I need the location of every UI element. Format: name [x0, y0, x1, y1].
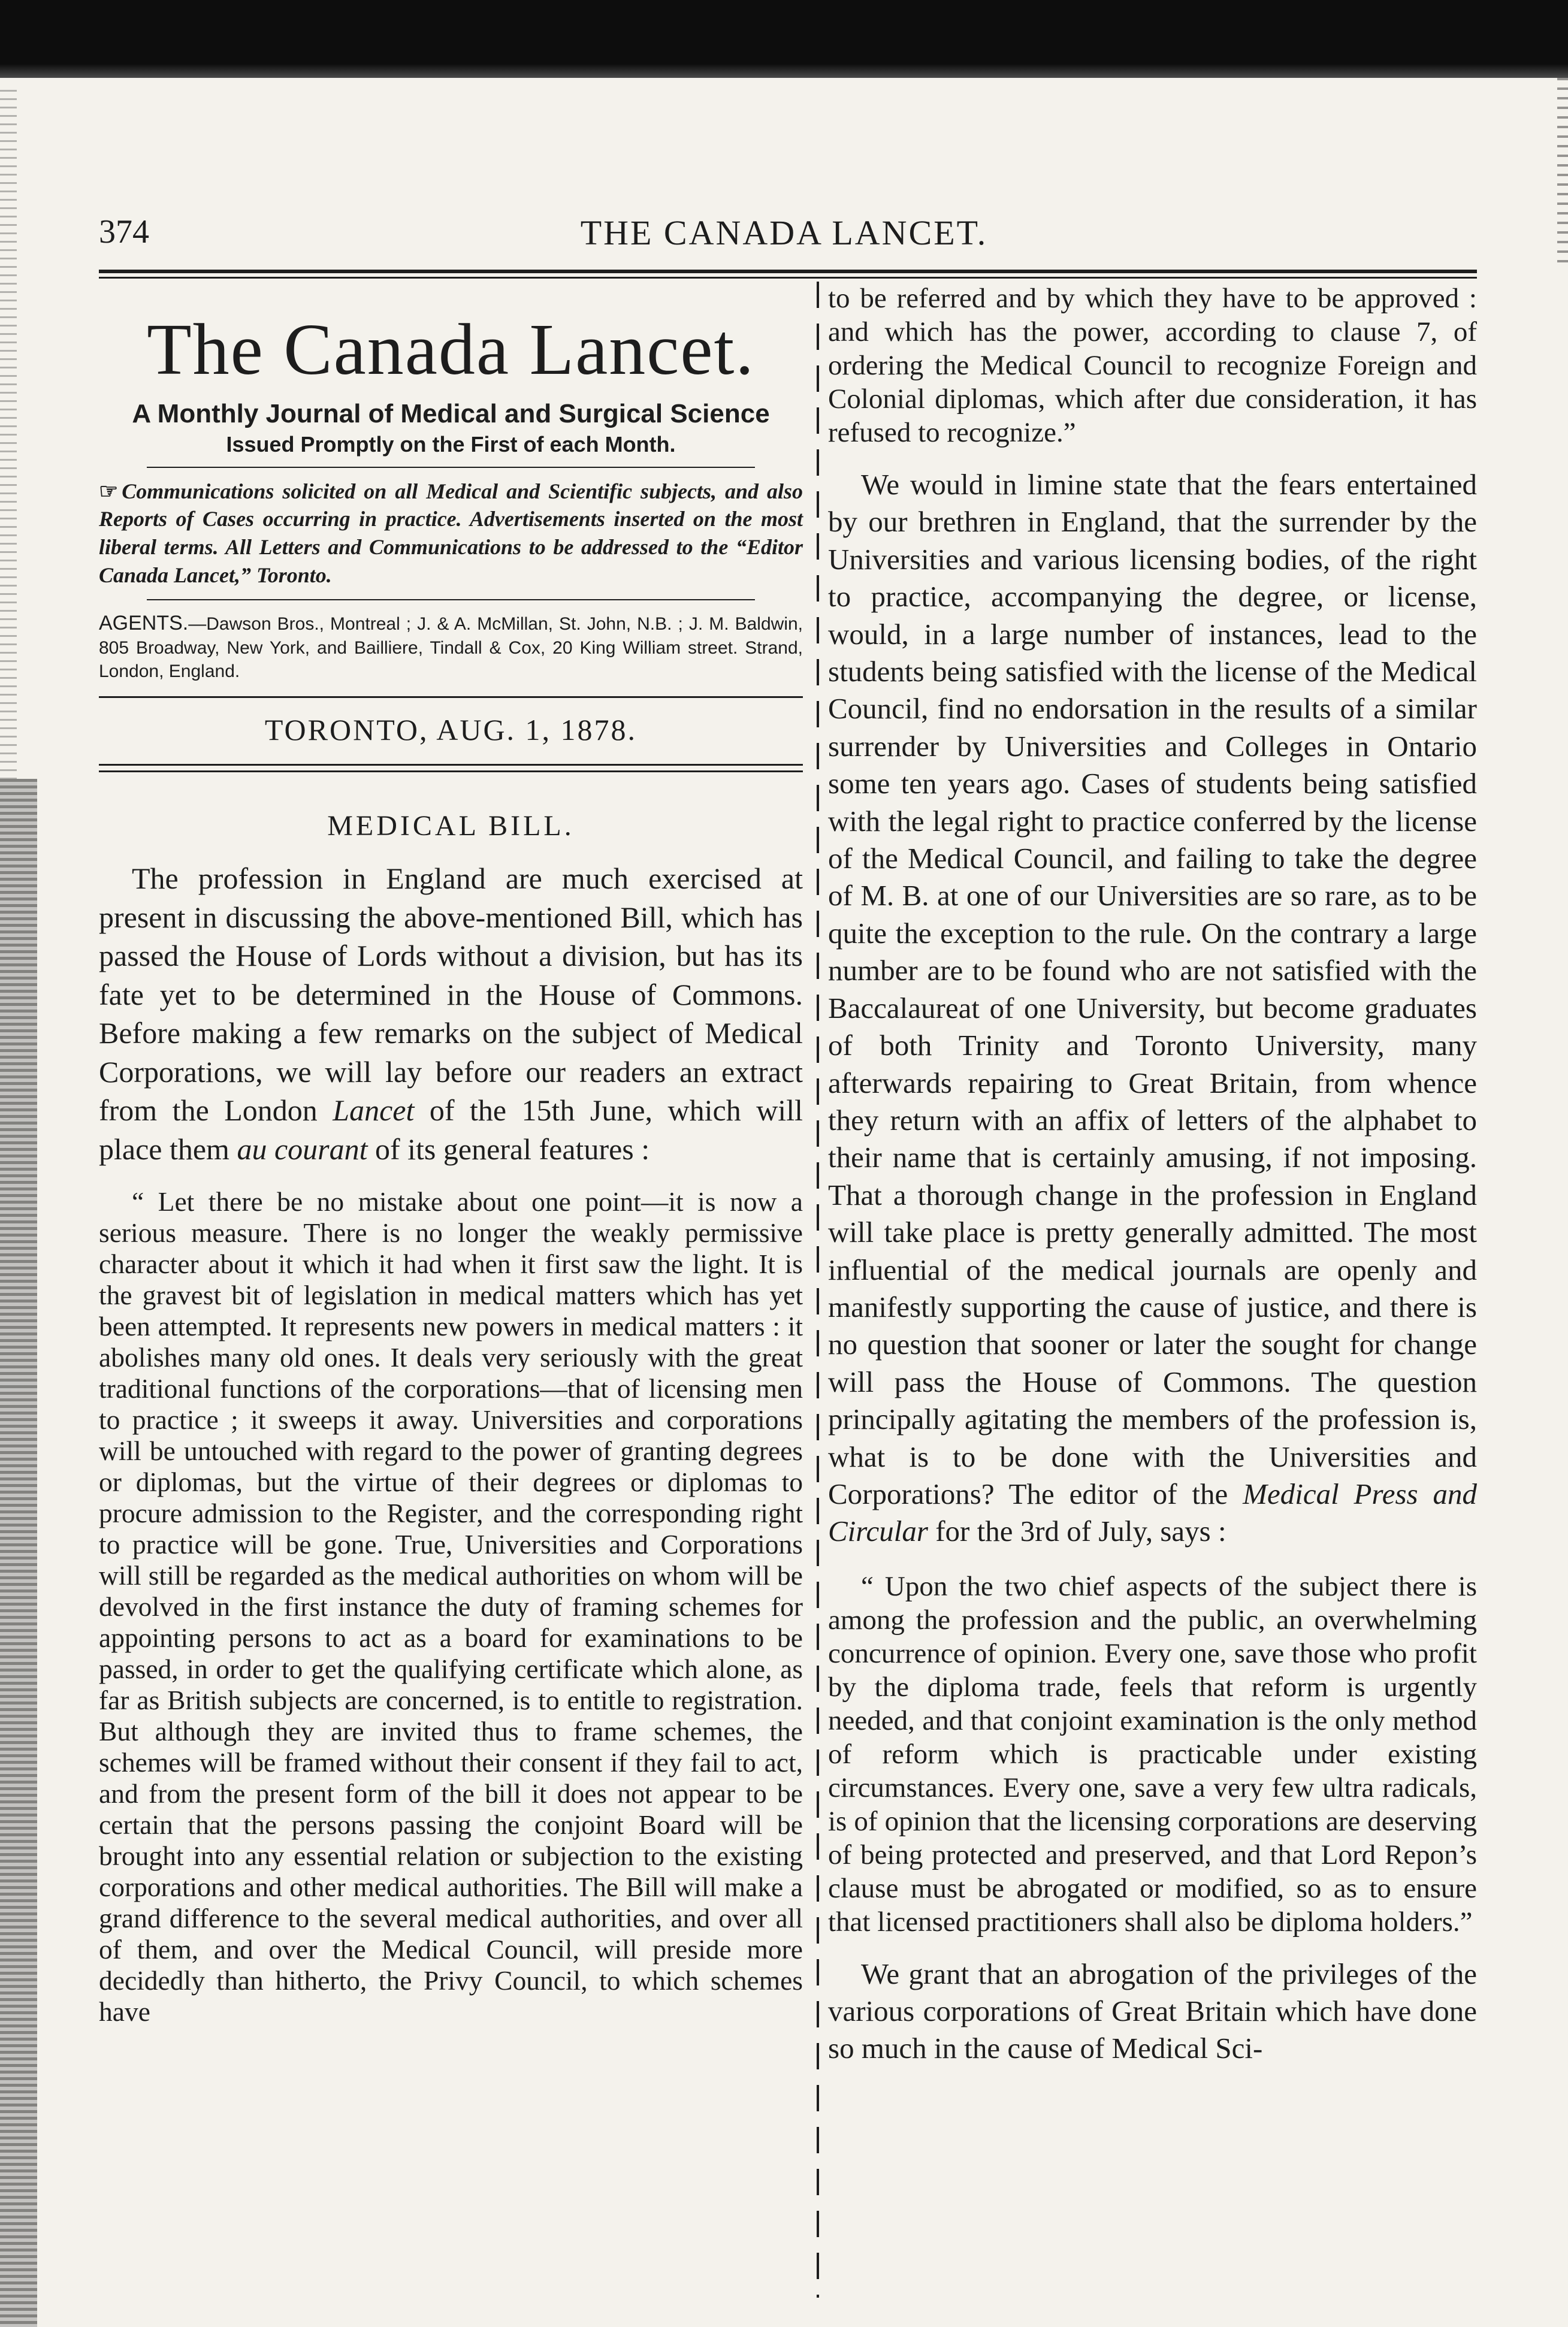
- article-title: MEDICAL BILL.: [327, 810, 575, 842]
- lancet-quotation: “ Let there be no mistake about one point—it is now a serious measure. There is no longer the weakly permissive character about it which it had when it first saw the light. It is the gravest bit of legislation in medical matters which has yet been attempted. It represents new powers in medical matters : it abolishes many old ones. It deals very seriously with the great traditional functions of the corporations—that of licensing men to practice ; it sweeps it away. Universities and corporations will be untouched with regard to the power of granting degrees or diplomas, but the virtue of their degrees or diplomas to procure admission to the Register, and the corresponding right to practice will be gone. True, Universities and Corporations will still be regarded as the medical authorities on whom will be devolved in the first instance the duty of framing schemes for appointing persons to act as a board for examinations to be passed, in order to get the qualifying certificate which alone, as far as British subjects are concerned, is to entitle to registration. But although they are invited thus to frame schemes, the schemes will be framed without their consent if they fail to act, and from the present form of the bill it does not appear to be certain that the persons passing the conjoint Board will be brought into any essential relation or subjection to the existing corporations and other medical authorities. The Bill will make a grand difference to the several medical authorities, and over all of them, and over the Medical Council, will preside more decidedly than hitherto, the Privy Council, to which schemes have: [99, 1186, 803, 2027]
- paragraph-text: for the 3rd of July, says :: [927, 1515, 1226, 1548]
- masthead-rule: [147, 467, 755, 468]
- agents-text: —Dawson Bros., Montreal ; J. & A. McMillan, St. John, N.B. ; J. M. Baldwin, 805 Broadway, New York, and Bailliere, Tindall & Cox, 20 King William street. Strand, London, England.: [99, 614, 803, 682]
- right-column: [828, 282, 1477, 2067]
- dateline: TORONTO, AUG. 1, 1878.: [264, 713, 638, 747]
- running-head: THE CANADA LANCET.: [580, 213, 988, 252]
- paragraph-text: of its general features :: [367, 1132, 650, 1166]
- notice-text: Communications solicited on all Medical and Scientific subjects, and also Reports of Cases occurring in practice. Advertisements inserted on the most liberal terms. All Letters and Communications to be addressed to the “Editor Canada Lancet,” Toronto.: [99, 479, 803, 588]
- medical-press-quotation: “ Upon the two chief aspects of the subject there is among the profession and the public, an overwhelming concurrence of opinion. Every one, save those who profit by the diploma trade, feels that reform is urgently needed, and that conjoint examination is the only method of reform which is practicable under existing circumstances. Every one, save a very few ultra radicals, is of opinion that the licensing corporations are deserving of being protected and preserved, and that Lord Repon’s clause must be abrogated or modified, so as to ensure that licensed practitioners shall also be diploma holders.”: [828, 1570, 1477, 1938]
- pointing-hand-icon: ☞: [99, 479, 119, 503]
- masthead-title: The Canada Lancet.: [147, 309, 755, 390]
- page-number: 374: [99, 213, 149, 250]
- scan-left-edge-upper: [0, 90, 17, 779]
- journal-name-medical-press: Medical Press and Circular: [828, 1477, 1477, 1548]
- masthead-issued: Issued Promptly on the First of each Month.: [226, 431, 676, 457]
- phrase-au-courant: au courant: [237, 1132, 368, 1166]
- masthead-subtitle: A Monthly Journal of Medical and Surgical Science: [132, 399, 770, 429]
- communications-notice: [99, 478, 803, 590]
- paragraph-text: of the 15th June, which will place them: [99, 1093, 803, 1166]
- dateline-double-rule: [99, 764, 803, 772]
- lancet-quotation-continued: to be referred and by which they have to be approved : and which has the power, according to clause 7, of ordering the Medical Council to recognize Foreign and Colonial diplomas, which after due consideration, it has refused to recognize.”: [828, 283, 1477, 448]
- notice-rule: [147, 599, 755, 600]
- header-rule-thin: [99, 277, 1477, 279]
- header-rule: [99, 270, 1477, 273]
- article-paragraph-3: We grant that an abrogation of the privileges of the various corporations of Great Britain which have done so much in the cause of Medical Sci-: [828, 1957, 1477, 2065]
- agents-notice: [99, 610, 803, 683]
- journal-name-lancet: Lancet: [333, 1093, 415, 1128]
- scan-left-edge: [0, 779, 37, 2327]
- article-paragraph-2: [828, 466, 1477, 1551]
- paragraph-text: The profession in England are much exercised at present in discussing the above-mentioned Bill, which has passed the House of Lords without a division, but has its fate yet to be determined in the House of Commons. Before making a few remarks on the subject of Medical Corporations, we will lay before our readers an extract from the London: [99, 862, 803, 1128]
- agents-lead: AGENTS.: [99, 611, 189, 634]
- scan-top-edge: [0, 0, 1568, 78]
- column-divider: [817, 282, 819, 2298]
- agents-rule: [99, 696, 803, 698]
- article-paragraph-1: [99, 859, 803, 1168]
- left-column: [99, 288, 803, 2027]
- paragraph-text: We would in limine state that the fears entertained by our brethren in England, that the surrender by the Universities and various licensing bodies, of the right to practice, accompanying the degree, or license, would, in a large number of instances, lead to the students being satisfied with the license of the Medical Council, find no endorsation in the results of a similar surrender by Universities and Colleges in Ontario some ten years ago. Cases of students being satisfied with the legal right to practice conferred by the license of the Medical Council, and failing to take the degree of M. B. at one of our Universities are so rare, as to be quite the exception to the rule. On the contrary a large number are to be found who are not satisfied with the Baccalaureat of one University, but become graduates of both Trinity and Toronto University, many afterwards repairing to Great Britain, from whence they return with an affix of letters of the alphabet to their name that is certainly amusing, if not imposing. That a thorough change in the profession in England will take place is pretty generally admitted. The most influential of the medical journals are openly and manifestly supporting the cause of justice, and there is no question that sooner or later the sought for change will pass the House of Commons. The question principally agitating the members of the profession is, what is to be done with the Universities and Corporations? The editor of the: [828, 468, 1477, 1510]
